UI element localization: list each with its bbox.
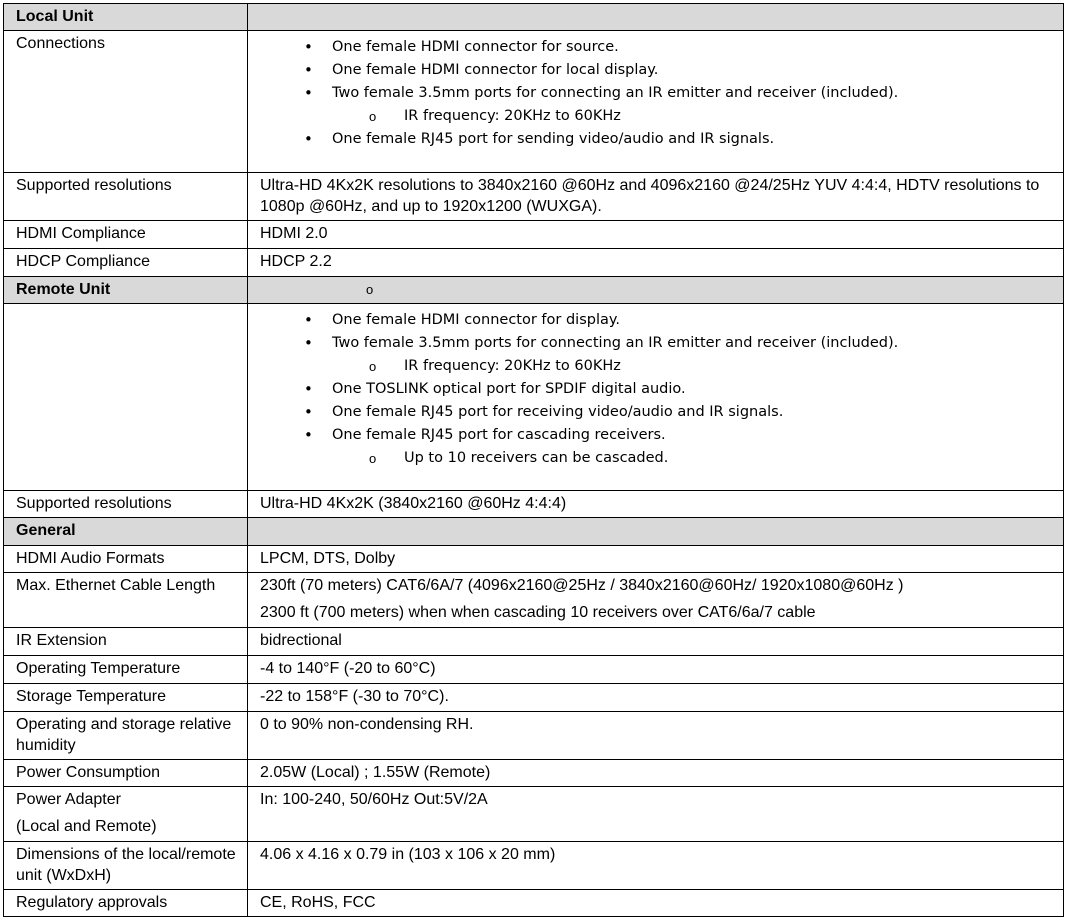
list-item: • One female RJ45 port for cascading receivers. <box>260 425 1055 448</box>
row-label: Supported resolutions <box>4 173 248 221</box>
label-line: (Local and Remote) <box>16 818 157 835</box>
table-row <box>4 684 1064 712</box>
list-marker: o <box>366 282 374 297</box>
table-row <box>4 787 1064 842</box>
row-value: 4.06 x 4.16 x 0.79 in (103 x 106 x 20 mm) <box>248 842 1064 890</box>
row-label-empty <box>4 304 248 491</box>
spec-table <box>3 3 1064 917</box>
row-label <box>4 787 248 842</box>
section-title: General <box>4 518 248 546</box>
section-title: Remote Unit <box>4 277 248 304</box>
table-row <box>4 221 1064 249</box>
table-row <box>4 304 1064 491</box>
section-header-blank <box>248 4 1064 31</box>
row-label: Operating and storage relative humidity <box>4 712 248 760</box>
section-header-general <box>4 518 1064 546</box>
row-value <box>248 304 1064 491</box>
value-line: 230ft (70 meters) CAT6/6A/7 (4096x2160@25Hz / 3840x2160@60Hz/ 1920x1080@60Hz ) <box>260 577 904 594</box>
row-value: LPCM, DTS, Dolby <box>248 546 1064 573</box>
sub-list-item: o IR frequency: 20KHz to 60KHz <box>260 356 1055 378</box>
table-row <box>4 628 1064 656</box>
row-value: Ultra-HD 4Kx2K (3840x2160 @60Hz 4:4:4) <box>248 491 1064 518</box>
connections-list <box>260 306 1055 356</box>
row-label: Supported resolutions <box>4 491 248 518</box>
section-header-local <box>4 4 1064 31</box>
row-value: bidrectional <box>248 628 1064 656</box>
section-header-marker-cell <box>248 277 1064 304</box>
row-value <box>248 573 1064 628</box>
table-row <box>4 249 1064 277</box>
table-row <box>4 491 1064 518</box>
row-label: Connections <box>4 31 248 173</box>
table-row <box>4 712 1064 760</box>
row-label: Dimensions of the local/remote unit (WxDxH) <box>4 842 248 890</box>
row-label: HDMI Compliance <box>4 221 248 249</box>
table-row <box>4 656 1064 684</box>
list-item: • Two female 3.5mm ports for connecting an IR emitter and receiver (included). <box>260 333 1055 356</box>
row-value: -4 to 140°F (-20 to 60°C) <box>248 656 1064 684</box>
table-row <box>4 546 1064 573</box>
list-item: • Two female 3.5mm ports for connecting an IR emitter and receiver (included). <box>260 83 1055 106</box>
section-header-blank <box>248 518 1064 546</box>
list-item: • One female HDMI connector for source. <box>260 37 1055 60</box>
section-title: Local Unit <box>4 4 248 31</box>
connections-list <box>260 128 1055 152</box>
list-item: • One female RJ45 port for sending video/audio and IR signals. <box>260 129 1055 152</box>
row-value: HDMI 2.0 <box>248 221 1064 249</box>
label-line: Power Adapter <box>16 791 121 808</box>
list-item: • One female RJ45 port for receiving video/audio and IR signals. <box>260 402 1055 425</box>
sub-list <box>260 448 1055 470</box>
sub-list <box>260 106 1055 128</box>
sub-list-item: o IR frequency: 20KHz to 60KHz <box>260 106 1055 128</box>
sub-list <box>260 356 1055 378</box>
table-row <box>4 573 1064 628</box>
row-label: Operating Temperature <box>4 656 248 684</box>
row-label: Regulatory approvals <box>4 890 248 917</box>
table-row <box>4 760 1064 787</box>
row-value: CE, RoHS, FCC <box>248 890 1064 917</box>
section-header-remote <box>4 277 1064 304</box>
list-item: • One female HDMI connector for display. <box>260 310 1055 333</box>
row-value: In: 100-240, 50/60Hz Out:5V/2A <box>248 787 1064 842</box>
row-value: 2.05W (Local) ; 1.55W (Remote) <box>248 760 1064 787</box>
connections-list <box>260 33 1055 106</box>
row-label: Max. Ethernet Cable Length <box>4 573 248 628</box>
connections-list <box>260 378 1055 448</box>
row-value: -22 to 158°F (-30 to 70°C). <box>248 684 1064 712</box>
row-value <box>248 31 1064 173</box>
table-row <box>4 173 1064 221</box>
table-row <box>4 890 1064 917</box>
list-item: • One TOSLINK optical port for SPDIF digital audio. <box>260 379 1055 402</box>
row-label: HDCP Compliance <box>4 249 248 277</box>
value-line: 2300 ft (700 meters) when when cascading 10 receivers over CAT6/6a/7 cable <box>260 604 816 621</box>
row-value: 0 to 90% non-condensing RH. <box>248 712 1064 760</box>
row-value: Ultra-HD 4Kx2K resolutions to 3840x2160 @60Hz and 4096x2160 @24/25Hz YUV 4:4:4, HDTV resolutions to 1080p @60Hz, and up to 1920x1200 (WUXGA). <box>248 173 1064 221</box>
row-label: IR Extension <box>4 628 248 656</box>
row-value: HDCP 2.2 <box>248 249 1064 277</box>
row-label: HDMI Audio Formats <box>4 546 248 573</box>
list-item: • One female HDMI connector for local display. <box>260 60 1055 83</box>
table-row <box>4 842 1064 890</box>
sub-list-item: o Up to 10 receivers can be cascaded. <box>260 448 1055 470</box>
table-row <box>4 31 1064 173</box>
row-label: Power Consumption <box>4 760 248 787</box>
row-label: Storage Temperature <box>4 684 248 712</box>
